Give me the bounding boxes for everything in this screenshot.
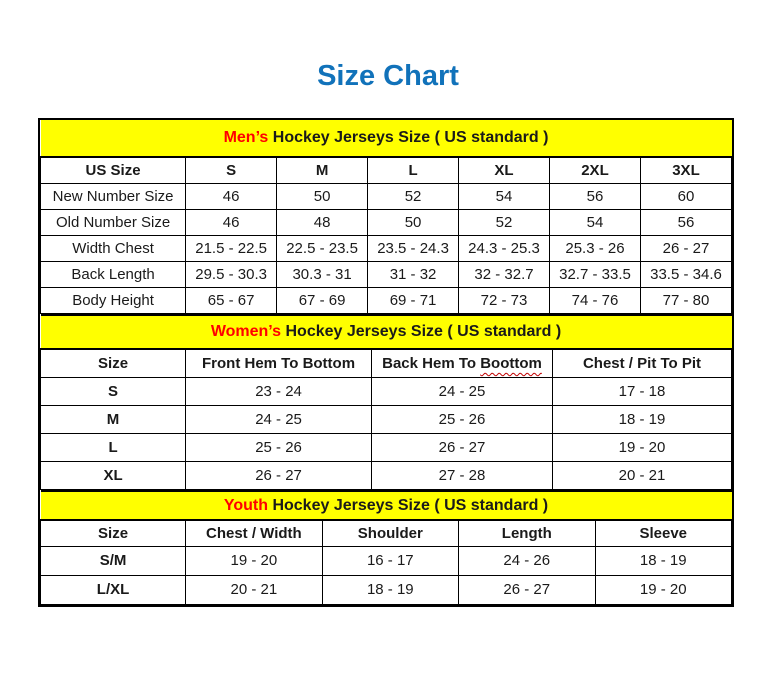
- size-value-cell: 22.5 - 23.5: [277, 235, 368, 261]
- row-label: Old Number Size: [41, 209, 186, 235]
- size-value-cell: 50: [277, 183, 368, 209]
- size-chart-table-group: [38, 118, 734, 607]
- size-value-cell: 31 - 32: [368, 261, 459, 287]
- size-value-cell: 46: [186, 183, 277, 209]
- size-value-cell: 19 - 20: [595, 575, 731, 604]
- size-value-cell: 25.3 - 26: [550, 235, 641, 261]
- size-value-cell: 60: [640, 183, 731, 209]
- womens-accent-label: Women’s: [210, 322, 282, 340]
- size-value-cell: 24 - 25: [371, 378, 552, 406]
- mens-column-header-row: [41, 157, 732, 183]
- row-label: Body Height: [41, 287, 186, 313]
- womens-title-rest: Hockey Jerseys Size ( US standard ): [281, 322, 562, 340]
- mens-col-s: S: [186, 157, 277, 183]
- size-value-cell: 52: [459, 209, 550, 235]
- size-value-cell: 26 - 27: [371, 434, 552, 462]
- size-value-cell: 20 - 21: [186, 575, 322, 604]
- mens-col-2xl: 2XL: [550, 157, 641, 183]
- youth-col-shoulder: Shoulder: [322, 520, 458, 546]
- mens-section-header-row: [41, 120, 732, 157]
- size-value-cell: 48: [277, 209, 368, 235]
- mens-col-l: L: [368, 157, 459, 183]
- mens-row-old-number: [41, 209, 732, 235]
- mens-row-back-length: [41, 261, 732, 287]
- youth-section-title: [41, 491, 732, 520]
- size-value-cell: 69 - 71: [368, 287, 459, 313]
- womens-section-title: [41, 315, 732, 349]
- womens-row-s: [41, 378, 732, 406]
- mens-row-width-chest: [41, 235, 732, 261]
- size-value-cell: 26 - 27: [640, 235, 731, 261]
- womens-col-front-hem: Front Hem To Bottom: [186, 349, 372, 378]
- size-value-cell: 18 - 19: [322, 575, 458, 604]
- youth-col-length: Length: [459, 520, 595, 546]
- back-hem-misspelled-word: Boottom: [480, 354, 542, 372]
- womens-column-header-row: [41, 349, 732, 378]
- row-label: S: [41, 378, 186, 406]
- size-value-cell: 56: [640, 209, 731, 235]
- youth-row-lxl: [41, 575, 732, 604]
- size-value-cell: 67 - 69: [277, 287, 368, 313]
- row-label: L/XL: [41, 575, 186, 604]
- youth-col-chest-width: Chest / Width: [186, 520, 322, 546]
- womens-size-table: [40, 314, 732, 491]
- size-value-cell: 54: [459, 183, 550, 209]
- womens-row-xl: [41, 462, 732, 490]
- size-value-cell: 33.5 - 34.6: [640, 261, 731, 287]
- youth-row-sm: [41, 546, 732, 575]
- size-value-cell: 25 - 26: [371, 406, 552, 434]
- size-value-cell: 32.7 - 33.5: [550, 261, 641, 287]
- size-value-cell: 19 - 20: [553, 434, 732, 462]
- womens-col-chest: Chest / Pit To Pit: [553, 349, 732, 378]
- size-value-cell: 24 - 26: [459, 546, 595, 575]
- youth-section-header-row: [41, 491, 732, 520]
- row-label: XL: [41, 462, 186, 490]
- mens-size-table: [40, 120, 732, 314]
- size-value-cell: 30.3 - 31: [277, 261, 368, 287]
- womens-section-header-row: [41, 315, 732, 349]
- size-value-cell: 21.5 - 22.5: [186, 235, 277, 261]
- row-label: New Number Size: [41, 183, 186, 209]
- size-value-cell: 23 - 24: [186, 378, 372, 406]
- size-value-cell: 50: [368, 209, 459, 235]
- size-value-cell: 16 - 17: [322, 546, 458, 575]
- row-label: Back Length: [41, 261, 186, 287]
- size-value-cell: 74 - 76: [550, 287, 641, 313]
- size-value-cell: 56: [550, 183, 641, 209]
- youth-col-size: Size: [41, 520, 186, 546]
- size-value-cell: 20 - 21: [553, 462, 732, 490]
- size-value-cell: 77 - 80: [640, 287, 731, 313]
- size-value-cell: 54: [550, 209, 641, 235]
- row-label: M: [41, 406, 186, 434]
- mens-row-new-number: [41, 183, 732, 209]
- size-value-cell: 19 - 20: [186, 546, 322, 575]
- size-value-cell: 17 - 18: [553, 378, 732, 406]
- mens-col-xl: XL: [459, 157, 550, 183]
- size-value-cell: 23.5 - 24.3: [368, 235, 459, 261]
- womens-row-m: [41, 406, 732, 434]
- size-value-cell: 24.3 - 25.3: [459, 235, 550, 261]
- womens-col-back-hem: [371, 349, 552, 378]
- mens-row-body-height: [41, 287, 732, 313]
- size-value-cell: 52: [368, 183, 459, 209]
- womens-col-size: Size: [41, 349, 186, 378]
- size-value-cell: 72 - 73: [459, 287, 550, 313]
- size-value-cell: 29.5 - 30.3: [186, 261, 277, 287]
- womens-row-l: [41, 434, 732, 462]
- youth-title-rest: Hockey Jerseys Size ( US standard ): [268, 496, 549, 514]
- mens-section-title: [41, 120, 732, 157]
- size-value-cell: 26 - 27: [186, 462, 372, 490]
- mens-col-us-size: US Size: [41, 157, 186, 183]
- mens-title-rest: Hockey Jerseys Size ( US standard ): [268, 129, 549, 146]
- size-value-cell: 25 - 26: [186, 434, 372, 462]
- size-value-cell: 32 - 32.7: [459, 261, 550, 287]
- size-value-cell: 65 - 67: [186, 287, 277, 313]
- size-value-cell: 24 - 25: [186, 406, 372, 434]
- back-hem-prefix: Back Hem To: [382, 354, 481, 372]
- youth-column-header-row: [41, 520, 732, 546]
- page-title: Size Chart: [317, 60, 459, 92]
- size-value-cell: 46: [186, 209, 277, 235]
- row-label: L: [41, 434, 186, 462]
- row-label: S/M: [41, 546, 186, 575]
- size-value-cell: 26 - 27: [459, 575, 595, 604]
- size-value-cell: 18 - 19: [553, 406, 732, 434]
- mens-col-m: M: [277, 157, 368, 183]
- mens-col-3xl: 3XL: [640, 157, 731, 183]
- mens-accent-label: Men’s: [223, 129, 269, 146]
- size-value-cell: 18 - 19: [595, 546, 731, 575]
- youth-col-sleeve: Sleeve: [595, 520, 731, 546]
- youth-accent-label: Youth: [223, 496, 268, 514]
- size-value-cell: 27 - 28: [371, 462, 552, 490]
- youth-size-table: [40, 490, 732, 605]
- row-label: Width Chest: [41, 235, 186, 261]
